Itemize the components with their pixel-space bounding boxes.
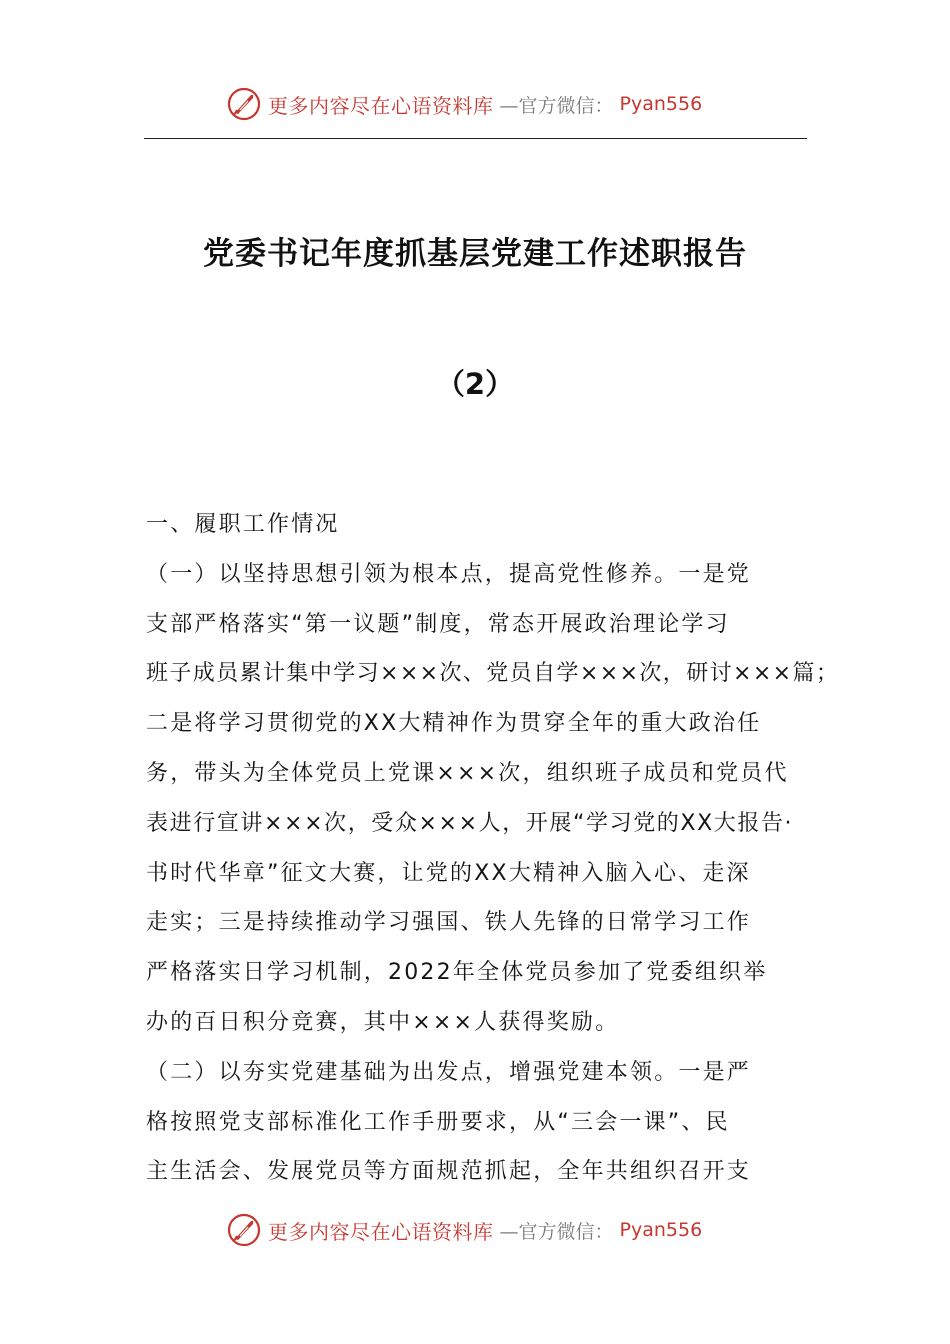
- body-line: 二是将学习贯彻党的XX大精神作为贯穿全年的重大政治任: [146, 711, 762, 737]
- section-heading: 一、履职工作情况: [146, 512, 340, 537]
- document-body: [146, 500, 840, 1197]
- body-line: 办的百日积分竞赛，其中×××人获得奖励。: [146, 1009, 620, 1035]
- watermark-account-id: Pyan556: [619, 93, 703, 115]
- body-line: 严格落实日学习机制，2022年全体党员参加了党委组织举: [146, 960, 768, 986]
- footer-watermark: [226, 1210, 702, 1250]
- watermark-wechat-label: —官方微信：: [499, 1220, 614, 1243]
- watermark-library-text: 更多内容尽在心语资料库: [268, 93, 494, 118]
- body-line: 支部严格落实“第一议题”制度，常态开展政治理论学习: [146, 611, 730, 637]
- header-divider: [144, 138, 807, 139]
- body-line: 格按照党支部标准化工作手册要求，从“三会一课”、民: [146, 1109, 730, 1135]
- body-line: 书时代华章”征文大赛，让党的XX大精神入脑入心、走深: [146, 860, 751, 886]
- body-line: 务，带头为全体党员上党课×××次，组织班子成员和党员代: [146, 760, 789, 786]
- watermark-account-id: Pyan556: [619, 1219, 703, 1241]
- body-line: （一）以坚持思想引领为根本点，提高党性修养。一是党: [146, 561, 752, 587]
- watermark-wechat-label: —官方微信：: [499, 94, 614, 117]
- quill-pen-icon: [226, 1212, 262, 1248]
- body-line: 表进行宣讲×××次，受众×××人，开展“学习党的XX大报告·: [146, 810, 794, 836]
- watermark-library-text: 更多内容尽在心语资料库: [268, 1219, 494, 1244]
- document-title: 党委书记年度抓基层党建工作述职报告: [203, 236, 747, 272]
- body-line: 主生活会、发展党员等方面规范抓起，全年共组织召开支: [146, 1159, 752, 1185]
- quill-pen-icon: [226, 86, 262, 122]
- document-subtitle: （2）: [435, 367, 515, 401]
- header-watermark: [226, 84, 702, 124]
- body-line: 走实；三是持续推动学习强国、铁人先锋的日常学习工作: [146, 910, 752, 936]
- body-line: （二）以夯实党建基础为出发点，增强党建本领。一是严: [146, 1059, 752, 1085]
- body-line: 班子成员累计集中学习×××次、党员自学×××次，研讨×××篇；: [146, 661, 840, 687]
